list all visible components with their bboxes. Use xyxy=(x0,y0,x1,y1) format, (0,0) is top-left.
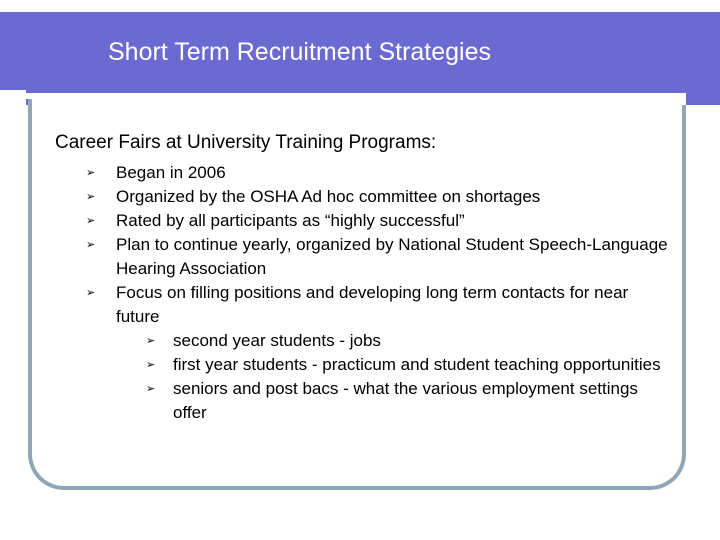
section-heading: Career Fairs at University Training Programs: xyxy=(55,132,437,153)
arrow-bullet-icon: ➢ xyxy=(146,359,156,371)
sub-bullet-text: seniors and post bacs - what the various employment settings offer xyxy=(173,379,638,422)
arrow-bullet-icon: ➢ xyxy=(86,287,96,299)
bullet-item xyxy=(86,281,676,425)
arrow-bullet-icon: ➢ xyxy=(86,167,96,179)
arrow-bullet-icon: ➢ xyxy=(86,215,96,227)
arrow-bullet-icon: ➢ xyxy=(86,191,96,203)
bullet-text: Rated by all participants as “highly successful” xyxy=(116,211,465,230)
banner-divider-line xyxy=(0,93,636,99)
sub-bullet-list xyxy=(116,329,676,425)
frame-notch xyxy=(636,93,686,105)
arrow-bullet-icon: ➢ xyxy=(146,383,156,395)
bullet-text: Organized by the OSHA Ad hoc committee on shortages xyxy=(116,187,541,206)
arrow-bullet-icon: ➢ xyxy=(86,239,96,251)
bullet-text: Plan to continue yearly, organized by National Student Speech-Language Hearing Association xyxy=(116,235,668,278)
bullet-item xyxy=(86,185,676,209)
bullet-list xyxy=(86,161,676,425)
bullet-text: Focus on filling positions and developing long term contacts for near future xyxy=(116,283,629,326)
bullet-text: Began in 2006 xyxy=(116,163,226,182)
sub-bullet-text: second year students - jobs xyxy=(173,331,381,350)
bullet-item xyxy=(86,161,676,185)
arrow-bullet-icon: ➢ xyxy=(146,335,156,347)
sub-bullet-item xyxy=(116,353,676,377)
slide-title: Short Term Recruitment Strategies xyxy=(108,38,492,66)
sub-bullet-text: first year students - practicum and student teaching opportunities xyxy=(173,355,661,374)
sub-bullet-item xyxy=(116,377,676,425)
bullet-item xyxy=(86,209,676,233)
sub-bullet-item xyxy=(116,329,676,353)
bullet-item xyxy=(86,233,676,281)
